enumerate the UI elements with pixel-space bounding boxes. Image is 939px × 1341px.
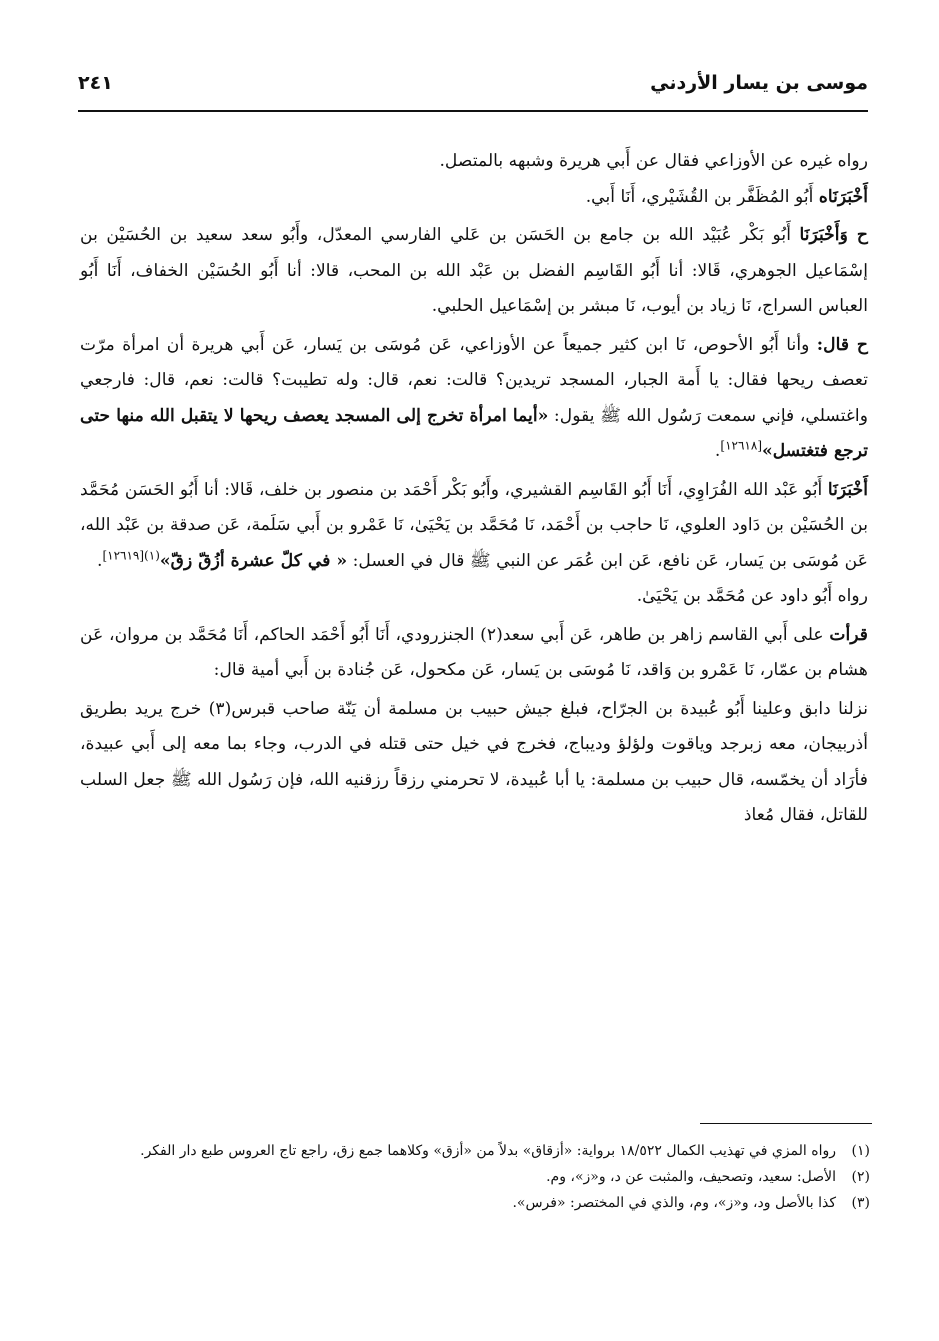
hadith-reference: (١)[١٢٦١٩] — [102, 547, 160, 562]
footnote-number: (٢) — [851, 1169, 870, 1185]
paragraph-narrative — [80, 692, 868, 834]
footnote-rule — [700, 1123, 872, 1124]
footnote — [80, 1190, 870, 1216]
paragraph-text: وأنا أَبُو الأحوص، نَا ابن كثير جميعاً عن الأوزاعي، عَن مُوسَى بن يَسار، عَن أَبي هريرة أن امرأة مرّت تعصف ريحها فقال: يا أَمة الجبار، المسجد تريدين؟ قالت: نعم، قال: وله تطيبت؟ قالت: نعم، قال: فارجعي واغتسلي، فإني سمعت رَسُول الله ﷺ يقول: — [80, 334, 868, 426]
paragraph-text: على أَبي القاسم زاهر بن طاهر، عَن أَبي سعد(٢) الجنزرودي، أَنَا أَبُو أَحْمَد الحاكم، أَنَا مُحَمَّد بن مروان، عَن هشام بن عمّار، نَا عَمْرو بن وَاقد، نَا مُوسَى بن يَسار، عَن مكحول، عَن جُنادة بن أَبي أمية قال: — [80, 624, 868, 680]
paragraph-text: أَبُو المُظَفَّر بن القُشَيْري، أَنَا أَبي. — [585, 186, 819, 207]
paragraph-lead: أَخْبَرَنَا — [827, 479, 868, 500]
paragraph-isnad — [80, 180, 868, 216]
footnote-text: كذا بالأصل ود، و«ز»، وم، والذي في المختصر: «فرس». — [512, 1195, 836, 1211]
paragraph-text: نزلنا دابق وعلينا أَبُو عُبيدة بن الجرّاح، فبلغ جيش حبيب بن مسلمة أن يَنّة صاحب قبرس(٣) خرج يريد بطريق أذربيجان، معه زبرجد وياقوت ولؤلؤ وديباج، فخرج في خيل حتى قتله في الدرب، وجاء بما معه إلى أَبي عبيدة، فأرَاد أن يخمّسه، قال حبيب بن مسلمة: يا أبا عُبيدة، لا تحرمني رزقاً رزقنيه الله، فإن رَسُول الله ﷺ جعل السلب للقاتل، فقال مُعاذ — [80, 698, 868, 825]
paragraph-lead: ح قال: — [816, 334, 868, 355]
footnote-text: الأصل: سعيد، وتصحيف، والمثبت عن د، و«ز»، وم. — [546, 1169, 836, 1185]
paragraph-tail: . — [714, 441, 721, 461]
paragraph-text: رواه غيره عن الأوزاعي فقال عن أَبي هريرة وشبهه بالمتصل. — [439, 151, 868, 171]
paragraph-tail: . — [96, 550, 103, 571]
footnote — [80, 1138, 870, 1164]
paragraph-hadith — [80, 473, 868, 580]
paragraph-lead: أَخْبَرَنَاه — [818, 186, 868, 207]
main-text — [80, 144, 868, 834]
paragraph-text: أَبُو عَبْد الله الفُرَاوِي، أَنَا أَبُو القَاسِم القشيري، وأَبُو بَكْر أَحْمَد بن منصور بن خلف، قَالا: أنا أَبُو الحَسَن مُحَمَّد بن الحُسَيْن بن دَاود العلوي، نَا حاجب بن أَحْمَد، نَا مُحَمَّد بن يَحْيَىٰ، نَا عَمْرو بن أَبي سَلَمة، عَن صدقة بن عَبْد الله، عَن مُوسَى بن يَسار، عَن نافع، عَن ابن عُمَر عن النبي ﷺ قال في العسل: — [80, 479, 868, 571]
paragraph-riwaya — [80, 144, 868, 180]
hadith-reference: [١٢٦١٨] — [720, 438, 762, 453]
paragraph-isnad — [80, 618, 868, 689]
paragraph-lead: ح وَأَخْبَرَنَا — [799, 225, 868, 245]
hadith-text: « في كلّ عشرة أزُقّ زقّ» — [159, 550, 348, 571]
paragraph-isnad — [80, 218, 868, 325]
footnotes — [80, 1138, 870, 1216]
page-header — [78, 72, 868, 108]
paragraph-riwaya — [80, 579, 868, 615]
page-number: ٢٤١ — [78, 72, 113, 94]
paragraph-text: رواه أَبُو داود عن مُحَمَّد بن يَحْيَىٰ. — [636, 586, 868, 606]
running-title: موسى بن يسار الأردني — [650, 72, 868, 94]
paragraph-text: أَبُو بَكْر عُبَيْد الله بن جامع بن الحَسَن بن عَلي الفارسي المعدّل، وأَبُو سعد سعيد بن الحُسَيْن بن إسْمَاعيل الجوهري، قَالا: أنا أَبُو القَاسِم الفضل بن عَبْد الله بن المحب، قالا: أنا أَبُو الحُسَيْن الخفاف، أَنَا أَبُو العباس السراج، نَا زياد بن أيوب، نَا مبشر بن إسْمَاعيل الحلبي. — [80, 225, 868, 316]
footnote-text: رواه المزي في تهذيب الكمال ١٨/٥٢٢ برواية: «أزقاق» بدلاً من «أزق» وكلاهما جمع زق، راجع تاج العروس طبع دار الفكر. — [140, 1143, 836, 1159]
footnote-number: (٣) — [851, 1195, 870, 1211]
hadith-text: «أيما امرأة تخرج إلى المسجد يعصف ريحها لا يتقبل الله منها حتى ترجع فتغتسل» — [80, 405, 868, 461]
header-rule — [78, 110, 868, 112]
footnote-number: (١) — [851, 1143, 870, 1159]
footnote — [80, 1164, 870, 1190]
paragraph-hadith — [80, 328, 868, 470]
paragraph-lead: قرأت — [829, 624, 868, 645]
